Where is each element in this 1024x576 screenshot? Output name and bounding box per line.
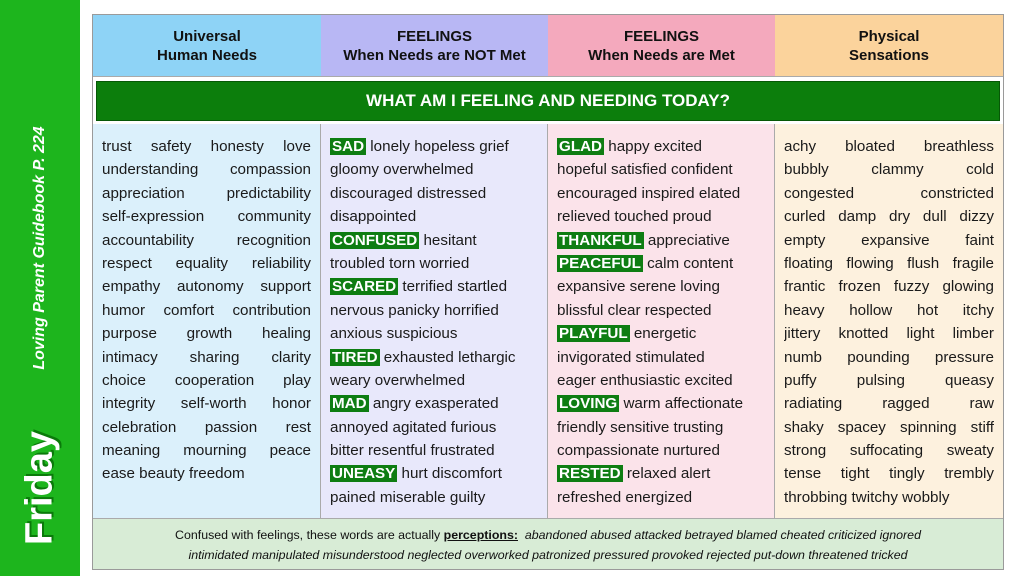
perceptions-words-2: intimidated manipulated misunderstood neglected overworked patronized pressured provoked rejected put-down threatened tricked — [188, 548, 908, 562]
feeling-category-tag: THANKFUL — [559, 231, 642, 249]
word-list: jittery knotted light limber — [784, 325, 994, 343]
word-list: empty expansive faint — [784, 231, 994, 249]
word-list: refreshed energized — [557, 488, 693, 506]
word-list: eager enthusiastic excited — [557, 371, 733, 389]
word-line — [557, 486, 765, 509]
word-list: self-expression community — [102, 208, 311, 226]
word-list: heavy hollow hot itchy — [784, 301, 994, 319]
word-list: trust safety honesty love — [102, 138, 311, 155]
word-list: invigorated stimulated — [557, 348, 705, 366]
feelings-met-column — [548, 124, 775, 518]
word-list: discouraged distressed — [330, 184, 487, 202]
perceptions-keyword: perceptions: — [443, 528, 518, 542]
word-list: integrity self-worth honor — [102, 395, 311, 413]
guidebook-reference: Loving Parent Guidebook P. 224 — [31, 126, 48, 370]
feelings-not-met-column — [321, 124, 548, 518]
word-line — [557, 392, 765, 415]
word-list: weary overwhelmed — [330, 371, 466, 389]
word-list: throbbing twitchy wobbly — [784, 488, 950, 506]
word-line — [557, 158, 765, 181]
word-line — [784, 462, 994, 485]
word-list: friendly sensitive trusting — [557, 418, 724, 436]
word-list: purpose growth healing — [102, 325, 311, 343]
word-line — [330, 462, 538, 485]
word-line — [330, 299, 538, 322]
word-list: calm content — [642, 254, 734, 272]
word-list: happy excited — [604, 138, 702, 155]
feeling-category-tag: UNEASY — [332, 465, 396, 483]
word-line — [330, 229, 538, 252]
word-list: anxious suspicious — [330, 325, 458, 343]
word-line — [557, 252, 765, 275]
word-list: choice cooperation play — [102, 371, 311, 389]
word-list: gloomy overwhelmed — [330, 161, 474, 179]
word-line — [557, 299, 765, 322]
word-list: achy bloated breathless — [784, 138, 994, 155]
header-feelings-not-met — [321, 15, 548, 77]
word-list: appreciative — [643, 231, 730, 249]
word-list: humor comfort contribution — [102, 301, 311, 319]
word-line — [102, 158, 311, 181]
word-list: tense tight tingly trembly — [784, 465, 994, 483]
word-list: energetic — [629, 325, 697, 343]
word-line — [784, 322, 994, 345]
word-list: accountability recognition — [102, 231, 311, 249]
word-line — [330, 322, 538, 345]
header-needs-line1: Universal — [173, 27, 241, 45]
word-list: numb pounding pressure — [784, 348, 994, 366]
word-list: relaxed alert — [622, 465, 711, 483]
day-sidebar — [0, 0, 80, 576]
header-feelings-met — [548, 15, 775, 77]
word-line — [557, 182, 765, 205]
word-list: empathy autonomy support — [102, 278, 311, 296]
word-list: strong suffocating sweaty — [784, 442, 994, 460]
header-not-met-line2: When Needs are NOT Met — [343, 46, 526, 64]
word-list: blissful clear respected — [557, 301, 712, 319]
header-physical-line1: Physical — [858, 27, 920, 45]
word-list: lonely hopeless grief — [366, 138, 509, 155]
word-list: puffy pulsing queasy — [784, 371, 994, 389]
perceptions-line1 — [93, 525, 1003, 545]
word-list: angry exasperated — [368, 395, 499, 413]
word-list: bubbly clammy cold — [784, 161, 994, 179]
word-line — [102, 462, 311, 485]
word-line — [784, 275, 994, 298]
word-line — [784, 158, 994, 181]
word-line — [784, 392, 994, 415]
word-list: shaky spacey spinning stiff — [784, 418, 994, 436]
word-line — [102, 416, 311, 439]
word-line — [330, 275, 538, 298]
word-line — [784, 135, 994, 158]
word-line — [102, 275, 311, 298]
word-line — [102, 346, 311, 369]
word-line — [557, 135, 765, 158]
feeling-category-tag: LOVING — [559, 395, 618, 413]
word-line — [557, 205, 765, 228]
header-met-line2: When Needs are Met — [588, 46, 735, 64]
word-line — [557, 416, 765, 439]
word-line — [330, 346, 538, 369]
needs-column — [93, 124, 321, 518]
word-line — [330, 182, 538, 205]
word-list: congested constricted — [784, 184, 994, 202]
word-line — [102, 182, 311, 205]
word-line — [330, 369, 538, 392]
word-line — [102, 135, 311, 158]
word-list: disappointed — [330, 208, 417, 226]
word-list: floating flowing flush fragile — [784, 254, 994, 272]
word-line — [557, 346, 765, 369]
word-line — [557, 275, 765, 298]
day-label: Friday — [18, 430, 61, 546]
word-line — [557, 439, 765, 462]
feeling-category-tag: TIRED — [332, 348, 378, 366]
word-list: relieved touched proud — [557, 208, 712, 226]
word-list: radiating ragged raw — [784, 395, 994, 413]
header-not-met-line1: FEELINGS — [396, 27, 472, 45]
feeling-category-tag: RESTED — [559, 465, 621, 483]
word-list: bitter resentful frustrated — [330, 442, 495, 460]
word-list: compassionate nurtured — [557, 442, 720, 460]
word-line — [784, 205, 994, 228]
word-line — [330, 135, 538, 158]
word-list: understanding compassion — [102, 161, 311, 179]
header-physical-sensations — [775, 15, 1003, 77]
word-list: celebration passion rest — [102, 418, 311, 436]
feeling-category-tag: SAD — [332, 138, 365, 155]
word-line — [784, 346, 994, 369]
word-line — [102, 439, 311, 462]
word-line — [330, 486, 538, 509]
word-line — [330, 158, 538, 181]
word-line — [102, 299, 311, 322]
word-list: respect equality reliability — [102, 254, 311, 272]
word-line — [784, 252, 994, 275]
word-list: troubled torn worried — [330, 254, 470, 272]
word-line — [557, 369, 765, 392]
word-list: exhausted lethargic — [379, 348, 516, 366]
header-needs-line2: Human Needs — [156, 46, 258, 64]
header-met-line1: FEELINGS — [623, 27, 699, 45]
word-line — [102, 205, 311, 228]
feeling-category-tag: PLAYFUL — [559, 325, 628, 343]
word-line — [330, 392, 538, 415]
word-list: appreciation predictability — [102, 184, 311, 202]
feeling-category-tag: CONFUSED — [332, 231, 418, 249]
perceptions-words-1: abandoned abused attacked betrayed blamed cheated criticized ignored — [524, 528, 921, 542]
question-banner: WHAT AM I FEELING AND NEEDING TODAY? — [96, 81, 1000, 121]
word-list: intimacy sharing clarity — [102, 348, 311, 366]
word-line — [784, 369, 994, 392]
word-line — [784, 229, 994, 252]
feeling-category-tag: SCARED — [332, 278, 397, 296]
word-line — [784, 486, 994, 509]
word-line — [102, 392, 311, 415]
physical-sensations-column — [775, 124, 1003, 518]
word-line — [330, 416, 538, 439]
word-line — [102, 322, 311, 345]
word-list: hopeful satisfied confident — [557, 161, 733, 179]
word-line — [784, 299, 994, 322]
word-list: pained miserable guilty — [330, 488, 486, 506]
word-line — [557, 462, 765, 485]
word-line — [557, 322, 765, 345]
word-line — [557, 229, 765, 252]
perceptions-lead: Confused with feelings, these words are actually — [175, 528, 444, 542]
word-list: nervous panicky horrified — [330, 301, 499, 319]
word-line — [102, 369, 311, 392]
word-line — [784, 439, 994, 462]
feeling-category-tag: PEACEFUL — [559, 254, 641, 272]
header-physical-line2: Sensations — [848, 46, 930, 64]
word-list: meaning mourning peace — [102, 442, 311, 460]
word-list: expansive serene loving — [557, 278, 720, 296]
word-list: encouraged inspired elated — [557, 184, 741, 202]
word-line — [784, 416, 994, 439]
word-line — [784, 182, 994, 205]
word-line — [102, 229, 311, 252]
word-list: curled damp dry dull dizzy — [784, 208, 994, 226]
word-list: hurt discomfort — [397, 465, 502, 483]
word-list: frantic frozen fuzzy glowing — [784, 278, 994, 296]
word-list: hesitant — [419, 231, 477, 249]
feelings-needs-chart — [92, 14, 1004, 570]
header-needs — [93, 15, 321, 77]
feeling-category-tag: GLAD — [559, 138, 603, 155]
word-line — [330, 439, 538, 462]
word-line — [330, 252, 538, 275]
feeling-category-tag: MAD — [332, 395, 367, 413]
word-list: annoyed agitated furious — [330, 418, 497, 436]
word-line — [330, 205, 538, 228]
word-list: ease beauty freedom — [102, 465, 245, 483]
word-list: terrified startled — [398, 278, 508, 296]
word-list: warm affectionate — [619, 395, 744, 413]
word-line — [102, 252, 311, 275]
perceptions-note — [93, 518, 1003, 569]
